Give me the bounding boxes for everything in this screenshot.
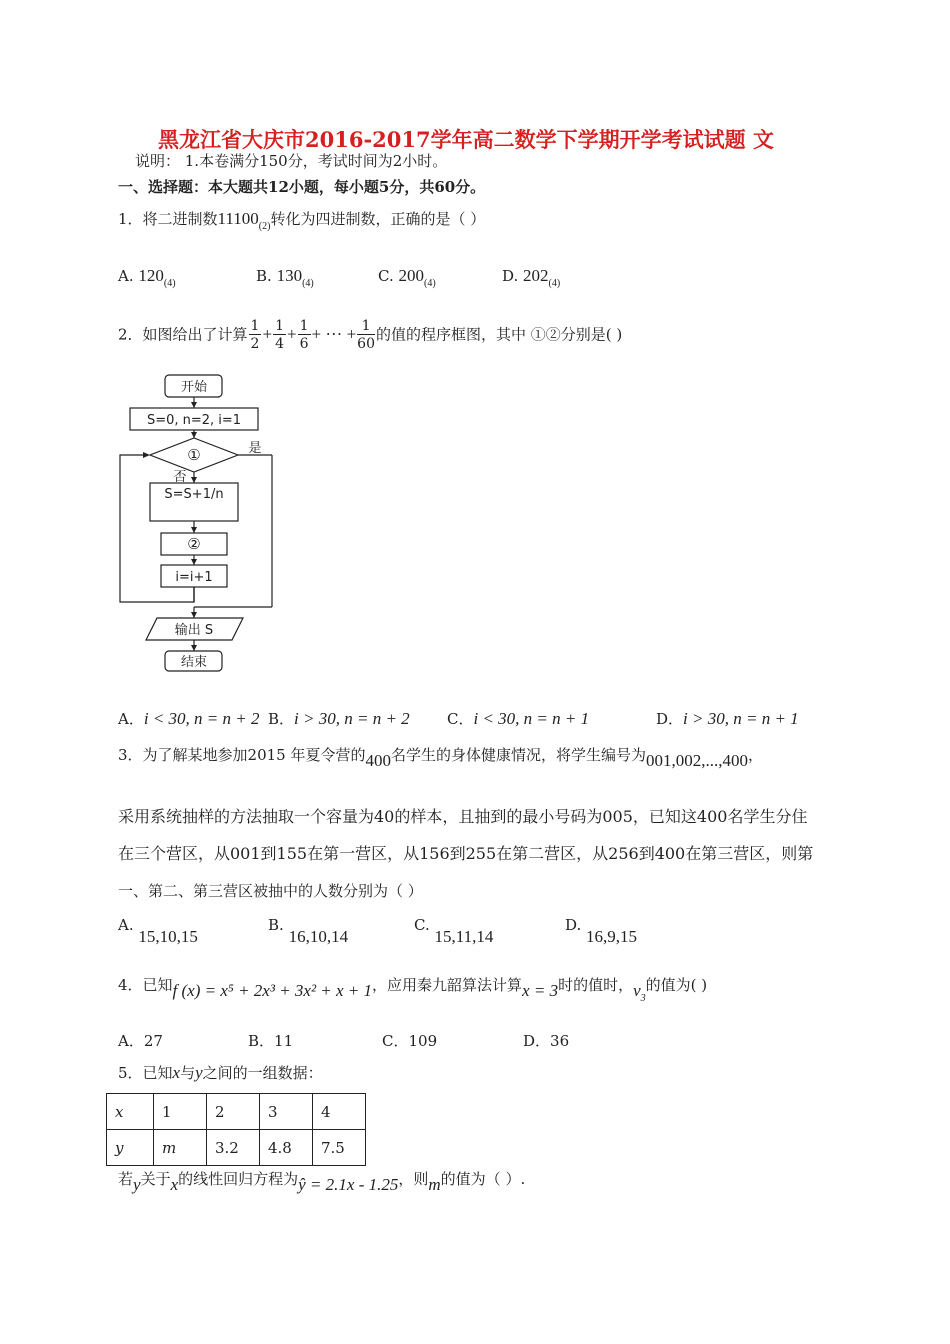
flow-step1-label: S=S+1/n: [164, 487, 224, 502]
q2-option-a[interactable]: A．i < 30, n = n + 2: [118, 709, 260, 728]
q4-function: f (x) = x⁵ + 2x³ + 3x² + x + 1: [172, 981, 373, 1000]
table-cell: 4: [313, 1094, 366, 1130]
question-1: [118, 208, 485, 232]
flow-yes-label: 是: [248, 441, 262, 456]
question-3-line-3: 在三个营区，从001到155在第一营区，从156到255在第二营区，从256到400在第三营区，则第: [118, 844, 814, 863]
table-cell: m: [154, 1130, 207, 1166]
q4-option-c[interactable]: C．109: [382, 1032, 438, 1050]
q1-prefix: 1．将二进制数: [118, 210, 218, 228]
table-cell: 3: [260, 1094, 313, 1130]
table-cell: 7.5: [313, 1130, 366, 1166]
table-row: [107, 1094, 366, 1130]
q2-option-c[interactable]: C．i < 30, n = n + 1: [447, 709, 590, 728]
section-heading: 一、选择题：本大题共12小题，每小题5分，共60分。: [118, 178, 486, 196]
q1-binary-number: $11100_{(2)}$: [217, 209, 271, 232]
question-5-line-2: 若y关于x的线性回归方程为ŷ = 2.1x - 1.25，则m的值为（ ）.: [118, 1170, 526, 1194]
regression-equation: ŷ = 2.1x - 1.25: [298, 1175, 399, 1194]
flow-step3-label: i=i+1: [175, 570, 213, 585]
table-cell: 4.8: [260, 1130, 313, 1166]
table-cell: x: [107, 1094, 154, 1130]
table-cell: 2: [207, 1094, 260, 1130]
question-2: 2．如图给出了计算 $\frac{1}{2}$ + $\frac{1}{4}$ + $\frac{1}{6}$ + ··· + $\frac{1}{60}$ 的值的程序框图，其中 ①②分别是( ): [118, 318, 623, 352]
question-4: 4．已知f (x) = x⁵ + 2x³ + 3x² + x + 1，应用秦九韶算法计算x = 3时的值时，$v_3$的值为( ): [118, 976, 708, 1004]
q3-option-c[interactable]: C. 15,11,14: [414, 916, 494, 946]
q1-option-a[interactable]: A. $120_{(4)}$: [118, 266, 176, 289]
question-3-line-2: 采用系统抽样的方法抽取一个容量为40的样本，且抽到的最小号码为005，已知这400名学生分住: [118, 807, 808, 826]
q3-option-d[interactable]: D. 16,9,15: [565, 916, 638, 946]
question-3-line-4: 一、第二、第三营区被抽中的人数分别为（ ）: [118, 882, 423, 900]
q3-option-b[interactable]: B. 16,10,14: [268, 916, 349, 946]
table-cell: 3.2: [207, 1130, 260, 1166]
q4-option-b[interactable]: B．11: [248, 1032, 294, 1050]
q1-option-c[interactable]: C. $200_{(4)}$: [378, 266, 436, 289]
flowchart: [110, 372, 280, 674]
fraction-half: $\frac{1}{2}$: [250, 318, 260, 352]
flow-init-label: S=0, n=2, i=1: [146, 413, 242, 428]
fraction-sixth: $\frac{1}{6}$: [299, 318, 309, 352]
data-table: [106, 1093, 366, 1166]
flow-end-label: 结束: [180, 655, 208, 670]
q4-option-a[interactable]: A．27: [118, 1032, 163, 1050]
fraction-sixtieth: $\frac{1}{60}$: [357, 318, 375, 352]
page-title: 黑龙江省大庆市2016-2017学年高二数学下学期开学考试试题 文: [158, 127, 774, 152]
q1-option-d[interactable]: D. $202_{(4)}$: [502, 266, 561, 289]
question-3-line-1: 3．为了解某地参加2015 年夏令营的400名学生的身体健康情况，将学生编号为001,002,...,400，: [118, 746, 764, 770]
flow-step2-label: ②: [187, 535, 201, 553]
q2-option-d[interactable]: D．i > 30, n = n + 1: [656, 709, 799, 728]
q4-option-d[interactable]: D．36: [523, 1032, 570, 1050]
q1-suffix: 转化为四进制数，正确的是（ ）: [270, 210, 486, 228]
exam-note: 说明： 1.本卷满分150分，考试时间为2小时。: [135, 152, 448, 170]
table-cell: 1: [154, 1094, 207, 1130]
fraction-quarter: $\frac{1}{4}$: [275, 318, 284, 352]
table-row: [107, 1130, 366, 1166]
question-5: 5．已知x与y之间的一组数据：: [118, 1063, 323, 1082]
flow-no-label: 否: [173, 470, 187, 485]
q2-option-b[interactable]: B．i > 30, n = n + 2: [268, 709, 410, 728]
table-cell: y: [107, 1130, 154, 1166]
flow-output-label: 输出 S: [174, 623, 214, 638]
q1-option-b[interactable]: B. $130_{(4)}$: [256, 266, 314, 289]
flow-start-label: 开始: [180, 380, 208, 395]
flow-condition-label: ①: [187, 446, 201, 464]
q3-option-a[interactable]: A. 15,10,15: [118, 916, 198, 946]
